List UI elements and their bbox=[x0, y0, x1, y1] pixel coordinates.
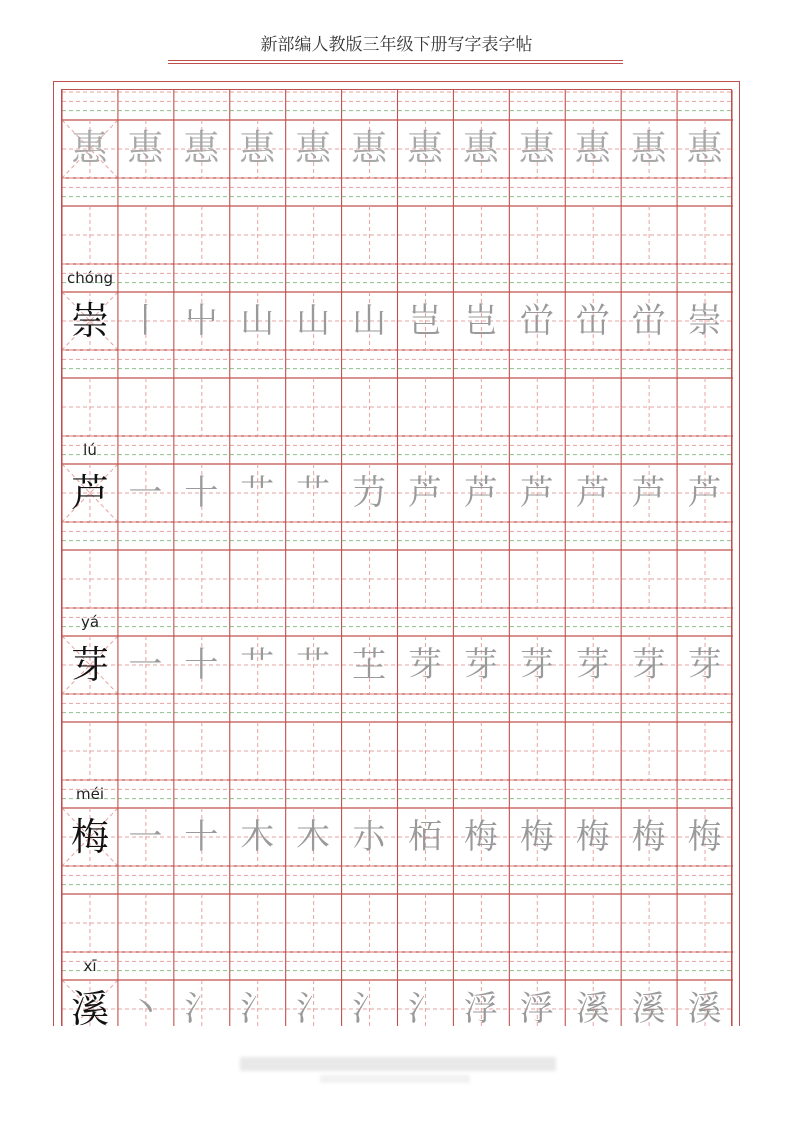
stroke-order-step: 岂 bbox=[463, 301, 498, 341]
stroke-order-step: 一 bbox=[128, 817, 163, 857]
pinyin-label: lú bbox=[83, 441, 97, 459]
stroke-order-step: 山 bbox=[240, 301, 275, 341]
stroke-order-step: 芦 bbox=[463, 473, 498, 513]
stroke-order-step: 芀 bbox=[352, 473, 387, 513]
stroke-order-step: 芽 bbox=[519, 645, 554, 685]
stroke-order-step: 芽 bbox=[687, 645, 722, 685]
stroke-order-step: 木 bbox=[296, 817, 331, 857]
stroke-order-step: 峃 bbox=[575, 301, 610, 341]
stroke-order-step: 芽 bbox=[463, 645, 498, 685]
stroke-order-step: 山 bbox=[352, 301, 387, 341]
trace-character: 惠 bbox=[574, 128, 611, 169]
stroke-order-step: 一 bbox=[128, 645, 163, 685]
stroke-order-step: 溪 bbox=[687, 989, 722, 1026]
model-character: 梅 bbox=[70, 815, 109, 859]
trace-character: 惠 bbox=[183, 128, 220, 169]
stroke-order-step: 溪 bbox=[631, 989, 666, 1026]
stroke-order-step: 艹 bbox=[240, 645, 275, 685]
model-character: 芦 bbox=[70, 471, 109, 515]
stroke-order-step: 氵 bbox=[408, 989, 442, 1026]
trace-character: 惠 bbox=[239, 128, 276, 169]
trace-character: 惠 bbox=[295, 128, 332, 169]
watermark-bar bbox=[240, 1057, 556, 1071]
stroke-order-step: 艹 bbox=[296, 645, 331, 685]
stroke-order-step: 浮 bbox=[519, 989, 554, 1026]
trace-character: 惠 bbox=[462, 128, 499, 169]
trace-character: 惠 bbox=[127, 128, 164, 169]
stroke-order-step: 山 bbox=[296, 301, 331, 341]
stroke-order-step: 梅 bbox=[519, 817, 554, 857]
blurred-watermark bbox=[240, 1057, 556, 1087]
stroke-order-step: 浮 bbox=[463, 989, 498, 1026]
stroke-order-step: 氵 bbox=[352, 989, 387, 1026]
stroke-order-step: 芦 bbox=[519, 473, 554, 513]
stroke-order-step: 一 bbox=[128, 473, 163, 513]
stroke-order-step: 芦 bbox=[687, 473, 722, 513]
stroke-order-step: 朩 bbox=[352, 817, 387, 857]
practice-grid-frame bbox=[61, 89, 732, 1026]
trace-character: 惠 bbox=[518, 128, 555, 169]
stroke-order-step: 木 bbox=[240, 817, 275, 857]
stroke-order-step: 芦 bbox=[631, 473, 666, 513]
stroke-order-step: 梅 bbox=[575, 817, 610, 857]
stroke-order-step: 艹 bbox=[296, 473, 331, 513]
stroke-order-step: 丶 bbox=[128, 989, 163, 1026]
stroke-order-step: 峃 bbox=[631, 301, 666, 341]
model-character: 芽 bbox=[70, 643, 109, 687]
stroke-order-step: 岂 bbox=[408, 301, 442, 341]
stroke-order-step: 十 bbox=[184, 817, 219, 857]
trace-character: 惠 bbox=[630, 128, 667, 169]
stroke-order-step: 芏 bbox=[352, 645, 387, 685]
stroke-order-step: 芽 bbox=[575, 645, 610, 685]
stroke-order-step: 崇 bbox=[687, 301, 722, 341]
stroke-order-step: 芽 bbox=[631, 645, 666, 685]
stroke-order-step: 芦 bbox=[575, 473, 610, 513]
practice-grid bbox=[62, 90, 733, 1026]
stroke-order-step: 溪 bbox=[575, 989, 610, 1026]
stroke-order-step: 梅 bbox=[687, 817, 722, 857]
pinyin-label: méi bbox=[75, 785, 104, 803]
stroke-order-step: 氵 bbox=[296, 989, 331, 1026]
title-underline-bottom bbox=[168, 63, 623, 64]
page-title: 新部编人教版三年级下册写字表字帖 bbox=[260, 35, 533, 55]
pinyin-label: chóng bbox=[67, 269, 113, 287]
watermark-bar-secondary bbox=[320, 1075, 470, 1083]
stroke-order-step: 梅 bbox=[463, 817, 498, 857]
practice-sheet bbox=[53, 81, 740, 1026]
stroke-order-step: 峃 bbox=[519, 301, 554, 341]
trace-character: 惠 bbox=[686, 128, 723, 169]
stroke-order-step: 屮 bbox=[184, 301, 219, 341]
model-character: 溪 bbox=[70, 987, 109, 1026]
stroke-order-step: 芦 bbox=[408, 473, 442, 513]
stroke-order-step: 氵 bbox=[184, 989, 219, 1026]
stroke-order-step: 栢 bbox=[408, 817, 442, 857]
title-underline-top bbox=[168, 60, 623, 61]
trace-character: 惠 bbox=[71, 128, 108, 169]
stroke-order-step: 梅 bbox=[631, 817, 666, 857]
model-character: 崇 bbox=[70, 299, 109, 343]
stroke-order-step: 氵 bbox=[240, 989, 275, 1026]
pinyin-label: xī bbox=[83, 957, 97, 975]
stroke-order-step: 十 bbox=[184, 473, 219, 513]
pinyin-label: yá bbox=[80, 613, 100, 631]
trace-character: 惠 bbox=[406, 128, 443, 169]
stroke-order-step: 丨 bbox=[128, 301, 163, 341]
stroke-order-step: 艹 bbox=[240, 473, 275, 513]
stroke-order-step: 芽 bbox=[408, 645, 442, 685]
stroke-order-step: 十 bbox=[184, 645, 219, 685]
trace-character: 惠 bbox=[351, 128, 388, 169]
